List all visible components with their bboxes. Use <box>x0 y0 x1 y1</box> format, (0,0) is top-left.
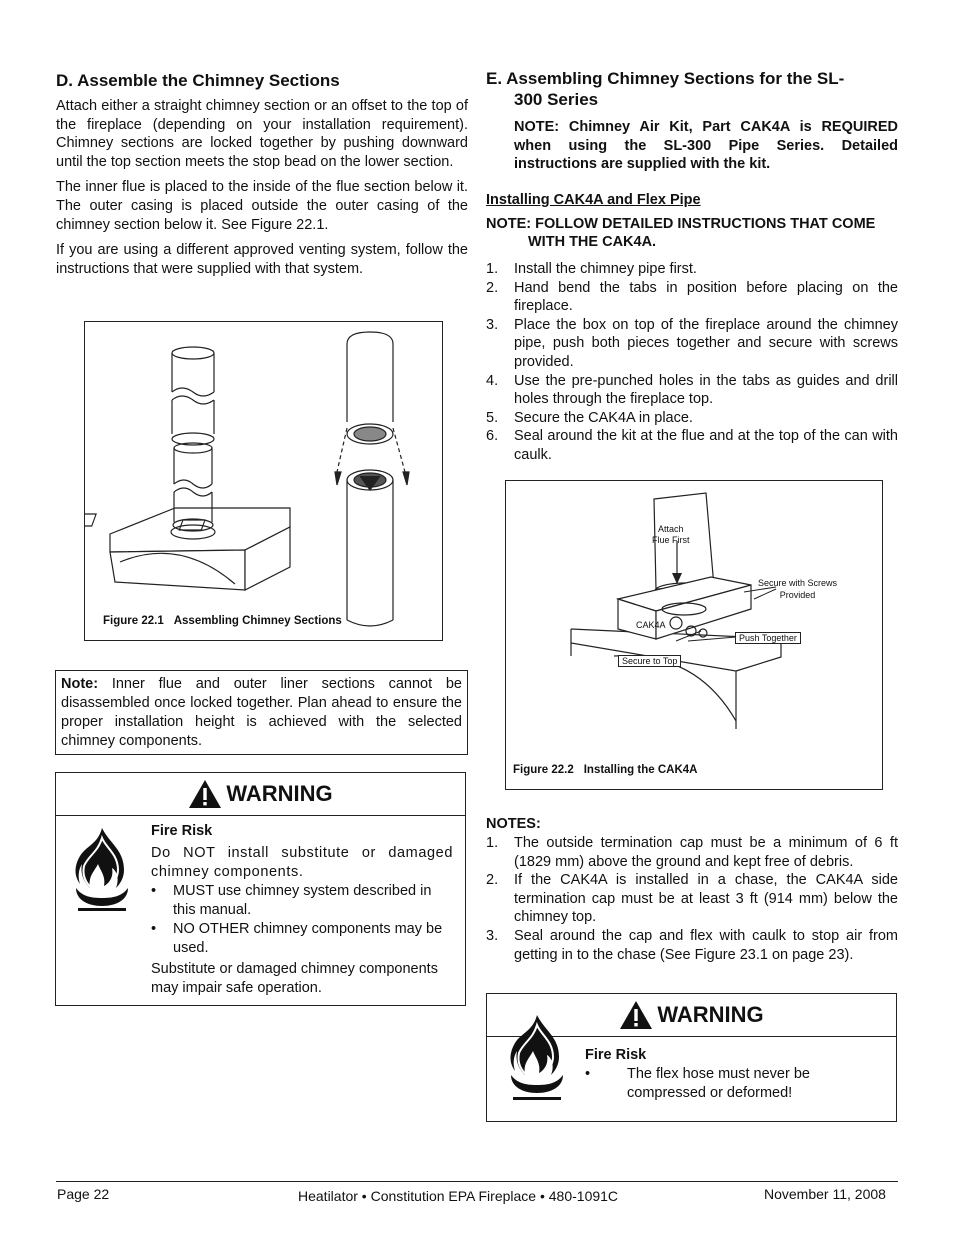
step-number: 5. <box>486 409 499 426</box>
warning-triangle-icon <box>619 1000 653 1030</box>
warning-bullets <box>151 882 453 958</box>
fire-icon <box>507 1013 567 1105</box>
note-follow-line: NOTE: FOLLOW DETAILED INSTRUCTIONS THAT COME <box>486 215 876 232</box>
footer-rule <box>56 1181 898 1182</box>
figure-caption: Installing the CAK4A <box>583 764 698 776</box>
note-follow-line: WITH THE CAK4A. <box>528 234 657 251</box>
list-item <box>486 316 898 372</box>
section-e-title <box>486 68 898 110</box>
label-cak4a: CAK4A <box>636 620 666 630</box>
step-number: 3. <box>486 316 499 333</box>
warning-line: Do NOT install substitute or damaged chimney components. <box>151 845 453 880</box>
paragraph: Attach either a straight chimney section or an offset to the top of the fireplace (depending on your installation requirement). Chimney sections are locked together by pushing downward until the top section meets the stop bead on the lower section. <box>56 98 468 170</box>
chimney-sections-illustration <box>85 322 442 640</box>
notes-list <box>486 834 898 964</box>
footer-date: November 11, 2008 <box>764 1186 886 1202</box>
step-number: 1. <box>486 260 499 277</box>
figure-22-2 <box>505 480 883 790</box>
figure-number: Figure 22.2 <box>513 764 574 776</box>
step-text: Secure the CAK4A in place. <box>514 409 693 426</box>
warning-box-right <box>486 993 897 1122</box>
note-follow <box>486 215 898 252</box>
notes-section <box>486 815 898 964</box>
page-number: Page 22 <box>57 1186 110 1202</box>
figure-22-1-caption <box>103 615 352 627</box>
label-secure-screws <box>758 577 837 601</box>
left-column <box>56 70 468 285</box>
warning-bullet: • NO OTHER chimney components may be used. <box>151 920 453 958</box>
note-e: NOTE: Chimney Air Kit, Part CAK4A is REQUIRED when using the SL-300 Pipe Series. Detailed instructions are supplied with the kit. <box>514 119 898 173</box>
section-e-title-line: 300 Series <box>514 90 599 109</box>
label-secure-screws-line: Secure with Screws <box>758 578 838 588</box>
note-text: Seal around the cap and flex with caulk to stop air from getting in to the chase (See Figure 23.1 on page 23). <box>514 927 898 963</box>
bullet-glyph: • <box>585 1066 591 1082</box>
step-text: Place the box on top of the fireplace around the chimney pipe, push both pieces together and secure with screws provided. <box>514 316 898 370</box>
warning-bullet-row <box>585 1065 830 1103</box>
figure-number: Figure 22.1 <box>103 615 164 627</box>
figure-caption: Assembling Chimney Sections <box>173 615 342 627</box>
notes-title: NOTES: <box>486 816 541 832</box>
list-item <box>486 834 898 871</box>
step-text: Install the chimney pipe first. <box>514 260 697 277</box>
list-item <box>486 260 898 279</box>
list-item <box>486 279 898 316</box>
label-secure-screws-line: Provided <box>779 590 816 600</box>
paragraph: The inner flue is placed to the inside of the flue section below it. The outer casing is placed outside the outer casing of the chimney section below it. See Figure 22.1. <box>56 179 468 233</box>
figure-22-1 <box>84 321 443 641</box>
warning-title: WARNING <box>657 1002 764 1027</box>
step-text: Seal around the kit at the flue and at the top of the can with caulk. <box>514 428 898 463</box>
paragraph: If you are using a different approved venting system, follow the instructions that were supplied with that system. <box>56 242 468 277</box>
warning-box-left <box>55 772 466 1006</box>
list-item <box>486 372 898 409</box>
warning-bullet: • MUST use chimney system described in this manual. <box>151 882 453 920</box>
subheading: Installing CAK4A and Flex Pipe <box>486 191 701 208</box>
step-number: 4. <box>486 372 499 389</box>
note-text: The outside termination cap must be a minimum of 6 ft (1829 mm) above the ground and kept free of debris. <box>514 835 898 870</box>
warning-subtitle: Fire Risk <box>151 823 213 839</box>
list-item <box>486 871 898 927</box>
cak4a-illustration <box>506 481 882 789</box>
note-text: If the CAK4A is installed in a chase, the CAK4A side termination cap must be at least 3 ft (914 mm) below the chimney top. <box>514 872 898 926</box>
footer-title: Heatilator • Constitution EPA Fireplace • 480-1091C <box>298 1188 619 1204</box>
install-steps <box>486 260 898 465</box>
figure-22-2-caption <box>513 764 707 776</box>
note-label: Note: <box>61 676 99 692</box>
warning-title: WARNING <box>226 781 333 806</box>
section-d-title: D. Assemble the Chimney Sections <box>56 71 340 90</box>
step-number: 6. <box>486 428 499 445</box>
note-box <box>55 670 468 755</box>
step-number: 2. <box>486 279 499 296</box>
label-attach-line: Attach <box>658 524 684 534</box>
label-push-together: Push Together <box>735 632 801 644</box>
list-item <box>486 927 898 964</box>
note-number: 1. <box>486 835 499 851</box>
note-number: 2. <box>486 872 499 889</box>
warning-footer: Substitute or damaged chimney components may impair safe operation. <box>151 961 438 996</box>
step-text: Use the pre-punched holes in the tabs as guides and drill holes through the fireplace top. <box>514 372 898 408</box>
note-text: Inner flue and outer liner sections cannot be disassembled once locked together. Plan ahead to ensure the proper installation height is achieved with the selected chimney components. <box>61 676 462 749</box>
label-attach <box>652 524 690 546</box>
section-e-title-line: E. Assembling Chimney Sections for the SL- <box>486 69 845 88</box>
warning-subtitle: Fire Risk <box>585 1047 647 1063</box>
step-text: Hand bend the tabs in position before placing on the fireplace. <box>514 279 898 315</box>
warning-bullet: The flex hose must never be compressed or deformed! <box>627 1066 810 1101</box>
warning-triangle-icon <box>188 779 222 809</box>
list-item <box>486 409 898 428</box>
label-attach-line: Flue First <box>652 535 690 545</box>
warning-header <box>56 773 465 816</box>
note-number: 3. <box>486 927 499 944</box>
right-column <box>486 68 898 465</box>
label-secure-to-top: Secure to Top <box>618 655 681 667</box>
fire-icon <box>72 826 132 912</box>
list-item <box>486 427 898 464</box>
